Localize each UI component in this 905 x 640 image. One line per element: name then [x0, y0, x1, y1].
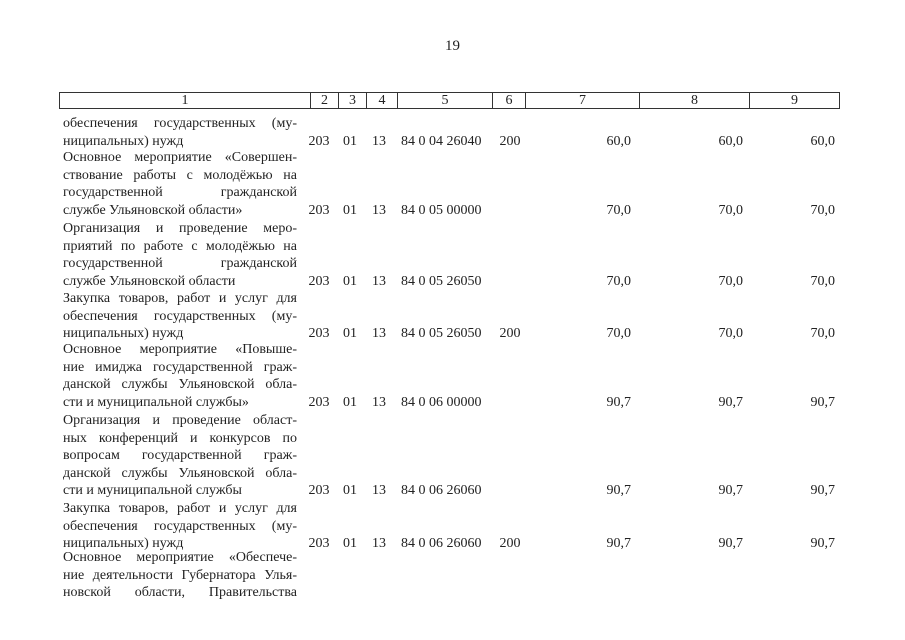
cell-section: 01 [343, 202, 357, 218]
description-line: вопросам государственной граж- [63, 448, 297, 464]
description-line: приятий по работе с молодёжью на [63, 238, 297, 254]
cell-code: 203 [308, 394, 330, 410]
description-line: новской области, Правительства [63, 585, 297, 601]
description-line: данской службы Ульяновской обла- [63, 465, 297, 481]
cell-section: 01 [343, 133, 357, 149]
header-col-9: 9 [749, 93, 839, 108]
cell-section: 01 [343, 326, 357, 342]
description-line: ных конференций и конкурсов по [63, 430, 297, 446]
cell-code: 203 [308, 273, 330, 289]
cell-code: 203 [308, 202, 330, 218]
cell-col8: 70,0 [718, 202, 743, 218]
description-line: данской службы Ульяновской обла- [63, 377, 297, 393]
row-description [63, 549, 297, 602]
header-col-1: 1 [181, 93, 189, 108]
cell-col9: 70,0 [810, 326, 835, 342]
row-description [63, 115, 297, 150]
cell-target: 84 0 04 26040 [401, 133, 482, 149]
cell-code: 203 [308, 536, 330, 552]
cell-target: 84 0 06 26060 [401, 483, 482, 499]
description-line: службе Ульяновской области [63, 273, 236, 289]
cell-type: 200 [499, 133, 521, 149]
description-line: Основное мероприятие «Повыше- [63, 342, 297, 357]
row-description [63, 290, 297, 343]
row-description [63, 412, 297, 500]
description-line: ниципальных) нужд [63, 326, 184, 342]
description-line: Основное мероприятие «Совершен- [63, 150, 297, 165]
description-line: государственной гражданской [63, 185, 297, 201]
header-col-7: 7 [525, 93, 639, 108]
cell-col8: 70,0 [718, 326, 743, 342]
row-description [63, 500, 297, 553]
cell-target: 84 0 05 26050 [401, 273, 482, 289]
table-header [59, 92, 840, 109]
cell-col9: 60,0 [810, 133, 835, 149]
cell-subsection: 13 [372, 536, 386, 552]
cell-col8: 90,7 [718, 483, 743, 499]
row-description [63, 149, 297, 219]
description-line: обеспечения государственных (му- [63, 518, 297, 534]
cell-col7: 60,0 [606, 133, 631, 149]
description-line: службе Ульяновской области» [63, 202, 243, 218]
page-number: 19 [445, 38, 460, 54]
header-col-5: 5 [397, 93, 492, 108]
header-col-4: 4 [366, 93, 397, 108]
cell-subsection: 13 [372, 133, 386, 149]
cell-section: 01 [343, 483, 357, 499]
description-line: ствование работы с молодёжью на [63, 167, 297, 183]
cell-target: 84 0 05 00000 [401, 202, 482, 218]
description-line: ние имиджа государственной граж- [63, 359, 297, 375]
cell-subsection: 13 [372, 202, 386, 218]
description-line: ние деятельности Губернатора Улья- [63, 567, 297, 583]
cell-col7: 70,0 [606, 273, 631, 289]
cell-subsection: 13 [372, 326, 386, 342]
cell-col7: 70,0 [606, 202, 631, 218]
description-line: ниципальных) нужд [63, 133, 184, 149]
description-line: обеспечения государственных (му- [63, 308, 297, 324]
cell-col8: 60,0 [718, 133, 743, 149]
description-line: Организация и проведение меро- [63, 221, 297, 236]
cell-section: 01 [343, 394, 357, 410]
cell-col8: 90,7 [718, 394, 743, 410]
header-col-8: 8 [639, 93, 749, 108]
cell-col7: 90,7 [606, 536, 631, 552]
cell-col7: 90,7 [606, 394, 631, 410]
cell-subsection: 13 [372, 483, 386, 499]
description-line: Закупка товаров, работ и услуг для [63, 501, 297, 516]
description-line: Организация и проведение област- [63, 413, 297, 428]
cell-col9: 70,0 [810, 273, 835, 289]
cell-target: 84 0 05 26050 [401, 326, 482, 342]
description-line: обеспечения государственных (му- [63, 116, 297, 131]
cell-col7: 90,7 [606, 483, 631, 499]
cell-code: 203 [308, 326, 330, 342]
header-col-2: 2 [310, 93, 338, 108]
cell-col7: 70,0 [606, 326, 631, 342]
cell-type: 200 [499, 536, 521, 552]
cell-col9: 70,0 [810, 202, 835, 218]
description-line: сти и муниципальной службы [63, 483, 242, 499]
row-description [63, 341, 297, 411]
cell-section: 01 [343, 273, 357, 289]
cell-section: 01 [343, 536, 357, 552]
cell-subsection: 13 [372, 273, 386, 289]
description-line: Закупка товаров, работ и услуг для [63, 291, 297, 306]
cell-col9: 90,7 [810, 536, 835, 552]
cell-col8: 70,0 [718, 273, 743, 289]
header-col-3: 3 [338, 93, 366, 108]
cell-code: 203 [308, 133, 330, 149]
cell-subsection: 13 [372, 394, 386, 410]
description-line: Основное мероприятие «Обеспече- [63, 550, 297, 565]
cell-col9: 90,7 [810, 394, 835, 410]
description-line: ниципальных) нужд [63, 536, 184, 552]
description-line: государственной гражданской [63, 256, 297, 272]
cell-target: 84 0 06 00000 [401, 394, 482, 410]
cell-code: 203 [308, 483, 330, 499]
description-line: сти и муниципальной службы» [63, 394, 249, 410]
cell-col9: 90,7 [810, 483, 835, 499]
cell-col8: 90,7 [718, 536, 743, 552]
row-description [63, 220, 297, 290]
header-col-6: 6 [492, 93, 525, 108]
cell-type: 200 [499, 326, 521, 342]
cell-target: 84 0 06 26060 [401, 536, 482, 552]
